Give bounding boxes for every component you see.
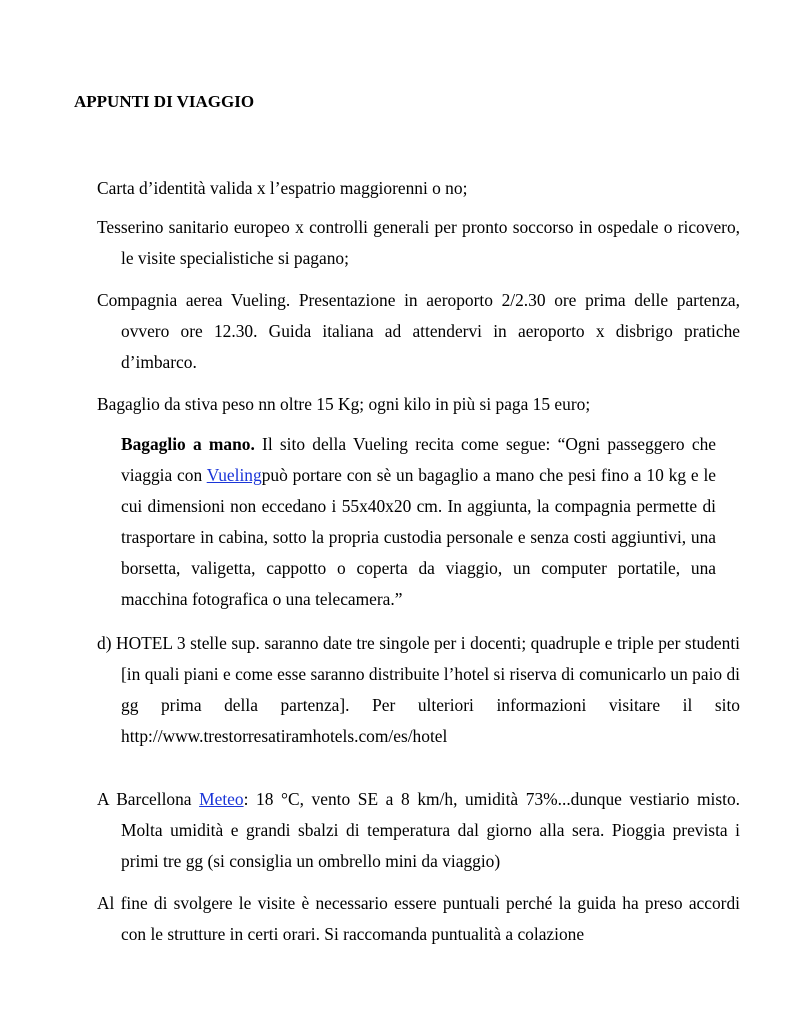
paragraph-health-card: Tesserino sanitario europeo x controlli generali per pronto soccorso in ospedale o ricovero, le visite specialistiche si pagano; (97, 217, 740, 268)
hand-baggage-text-b: può portare con sè un bagaglio a mano che pesi fino a 10 kg e le cui dimensioni non eccedano i 55x40x20 cm. In aggiunta, la compagnia permette di trasportare in cabina, sotto la propria custodia personale e senza costi aggiuntivi, una borsetta, valigetta, cappotto o coperta da viaggio, un computer portatile, una macchina fotografica o una telecamera.” (121, 465, 716, 609)
document-title: APPUNTI DI VIAGGIO (74, 92, 255, 111)
paragraph-airline: Compagnia aerea Vueling. Presentazione in aeroporto 2/2.30 ore prima delle partenza, ovvero ore 12.30. Guida italiana ad attendervi in aeroporto x disbrigo pratiche d’imbarco. (97, 290, 740, 372)
paragraph-checked-baggage: Bagaglio da stiva peso nn oltre 15 Kg; ogni kilo in più si paga 15 euro; (97, 394, 591, 414)
hand-baggage-text-a: Il sito della Vueling recita come segue: “Ogni passeggero che viaggia con (121, 434, 716, 485)
paragraph-hand-baggage (121, 429, 716, 615)
weather-text-a: A Barcellona (97, 789, 200, 809)
vueling-link[interactable]: Vueling (206, 465, 262, 485)
hand-baggage-heading: Bagaglio a mano. (121, 434, 255, 454)
meteo-link[interactable]: Meteo (199, 789, 244, 809)
paragraph-punctuality: Al fine di svolgere le visite è necessario essere puntuali perché la guida ha preso accordi con le strutture in certi orari. Si raccomanda puntualità a colazione (97, 893, 740, 944)
weather-text-b: : 18 °C, vento SE a 8 km/h, umidità 73%...dunque vestiario misto. Molta umidità e grandi sbalzi di temperatura dal giorno alla sera. Pioggia prevista i primi tre gg (si consiglia un ombrello mini da viaggio) (121, 789, 740, 871)
paragraph-hotel: d) HOTEL 3 stelle sup. saranno date tre singole per i docenti; quadruple e triple per studenti [in quali piani e come esse saranno distribuite l’hotel si riserva di comunicarlo un paio di gg prima della partenza]. Per ulteriori informazioni visitare il sito http://www.trestorresatiramhotels.com/es/hotel (97, 633, 740, 746)
paragraph-id-card: Carta d’identità valida x l’espatrio maggiorenni o no; (97, 178, 468, 198)
paragraph-weather (97, 784, 740, 877)
